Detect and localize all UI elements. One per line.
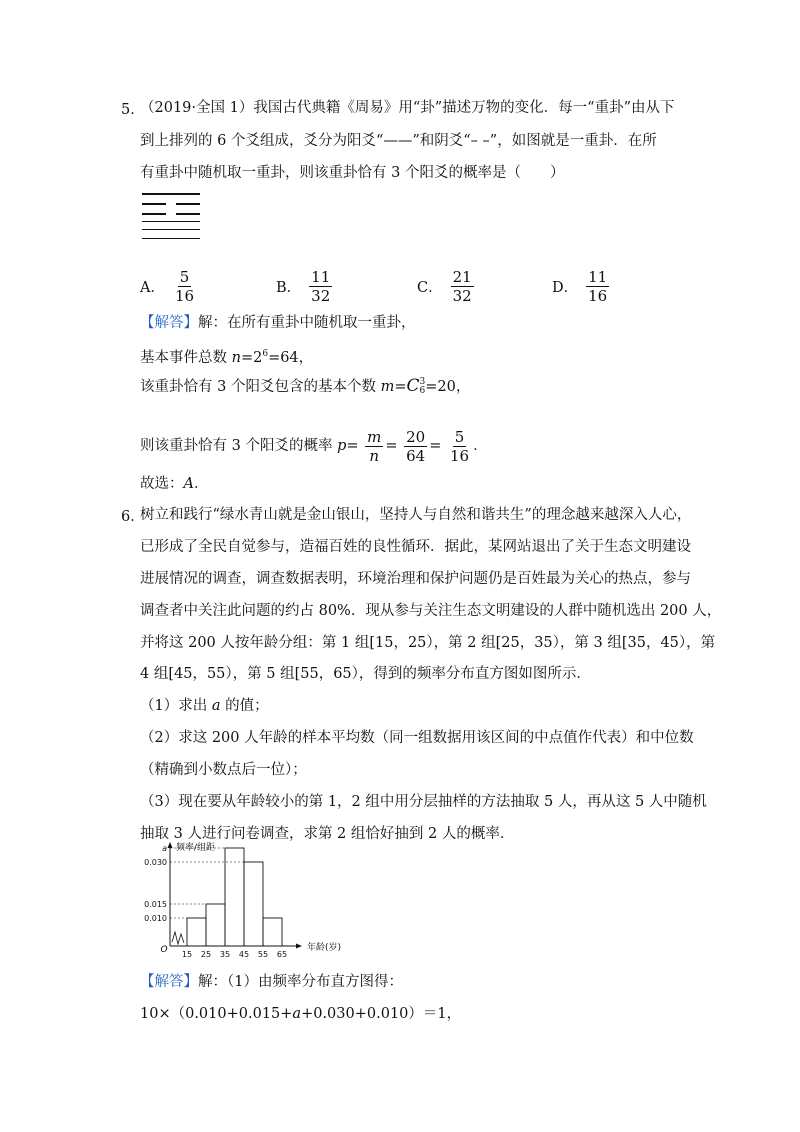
y-tick-label: 0.010 — [144, 914, 167, 923]
question-5-line-2: 到上排列的 6 个爻组成，爻分为阳爻“——”和阴爻“– –”，如图就是一重卦．在所 — [140, 133, 657, 149]
question-6-sub-2b: （精确到小数点后一位）； — [140, 762, 307, 778]
frequency-histogram — [138, 840, 342, 962]
x-axis-arrow — [296, 944, 302, 949]
question-5-number: 5． — [121, 102, 145, 118]
option-a: A． $\frac{5}{16}$ — [140, 268, 195, 305]
y-axis-label: 频率/组距 — [176, 843, 216, 853]
x-tick-label: 55 — [257, 950, 269, 959]
x-tick-label: 15 — [181, 950, 193, 959]
option-c: C． $\frac{21}{32}$ — [417, 268, 472, 305]
answer-5-line-4: 则该重卦恰有 3 个阳爻的概率 p= $\frac{m}{n}$ = $\frac{20}{64}$ = $\frac{5}{16}$ ． — [140, 427, 488, 465]
question-6-line-3: 进展情况的调查，调查数据表明，环境治理和保护问题仍是百姓最为关心的热点，参与 — [140, 571, 691, 587]
question-6-line-5: 并将这 200 人按年龄分组：第 1 组[15，25），第 2 组[25，35），第 3 组[35，45），第 — [140, 635, 716, 651]
origin-label: O — [160, 945, 168, 955]
x-tick-label: 45 — [238, 950, 250, 959]
histogram-bar — [206, 904, 225, 946]
x-axis-label: 年龄(岁) — [307, 943, 342, 953]
answer-6-line-2: 10×（0.010+0.015+a+0.030+0.010）＝1， — [140, 1006, 462, 1022]
option-b: B． $\frac{11}{32}$ — [276, 268, 331, 305]
answer-5-line-5: 故选：A． — [140, 476, 209, 492]
question-6-line-4: 调查者中关注此问题的约占 80%．现从参与关注生态文明建设的人群中随机选出 200 人， — [140, 603, 722, 619]
question-6-sub-1: （1）求出 a 的值； — [140, 698, 269, 714]
y-tick-label: a — [162, 844, 167, 853]
x-tick-label: 65 — [276, 950, 288, 959]
histogram-bar — [244, 862, 263, 946]
answer-5-line-1: 【解答】解：在所有重卦中随机取一重卦， — [140, 315, 416, 331]
x-tick-label: 25 — [200, 950, 212, 959]
answer-5-line-3: 该重卦恰有 3 个阳爻包含的基本个数 m=C 3 6 =20， — [140, 376, 471, 396]
question-6-line-1: 树立和践行“绿水青山就是金山银山，坚持人与自然和谐共生”的理念越来越深入人心， — [140, 507, 692, 523]
answer-6-line-1: 【解答】解：（1）由频率分布直方图得： — [140, 974, 403, 990]
y-axis-arrow — [168, 842, 173, 848]
histogram-bar — [225, 848, 244, 946]
option-d: D． $\frac{11}{16}$ — [552, 268, 608, 305]
question-5-line-3: 有重卦中随机取一重卦，则该重卦恰有 3 个阳爻的概率是（ ） — [140, 165, 565, 181]
question-6-number: 6． — [121, 509, 145, 525]
y-tick-label: 0.030 — [144, 858, 167, 867]
y-tick-label: 0.015 — [144, 900, 167, 909]
question-6-sub-3: （3）现在要从年龄较小的第 1，2 组中用分层抽样的方法抽取 5 人，再从这 5 人中随机 — [140, 794, 707, 810]
histogram-bar — [187, 918, 206, 946]
x-tick-label: 35 — [219, 950, 231, 959]
histogram-bar — [263, 918, 282, 946]
question-6-sub-3b: 抽取 3 人进行问卷调查，求第 2 组恰好抽到 2 人的概率． — [140, 826, 515, 842]
axis-break — [172, 932, 184, 944]
question-6-line-2: 已形成了全民自觉参与，造福百姓的良性循环．据此，某网站退出了关于生态文明建设 — [140, 539, 691, 555]
question-6-line-6: 4 组[45，55），第 5 组[55，65），得到的频率分布直方图如图所示． — [140, 666, 591, 682]
question-5-line-1: （2019·全国 1）我国古代典籍《周易》用“卦”描述万物的变化．每一“重卦”由从下 — [140, 100, 675, 116]
answer-5-line-2: 基本事件总数 $n=2^6=64$， — [140, 349, 314, 366]
question-6-sub-2: （2）求这 200 人年龄的样本平均数（同一组数据用该区间的中点值作代表）和中位数 — [140, 730, 694, 746]
